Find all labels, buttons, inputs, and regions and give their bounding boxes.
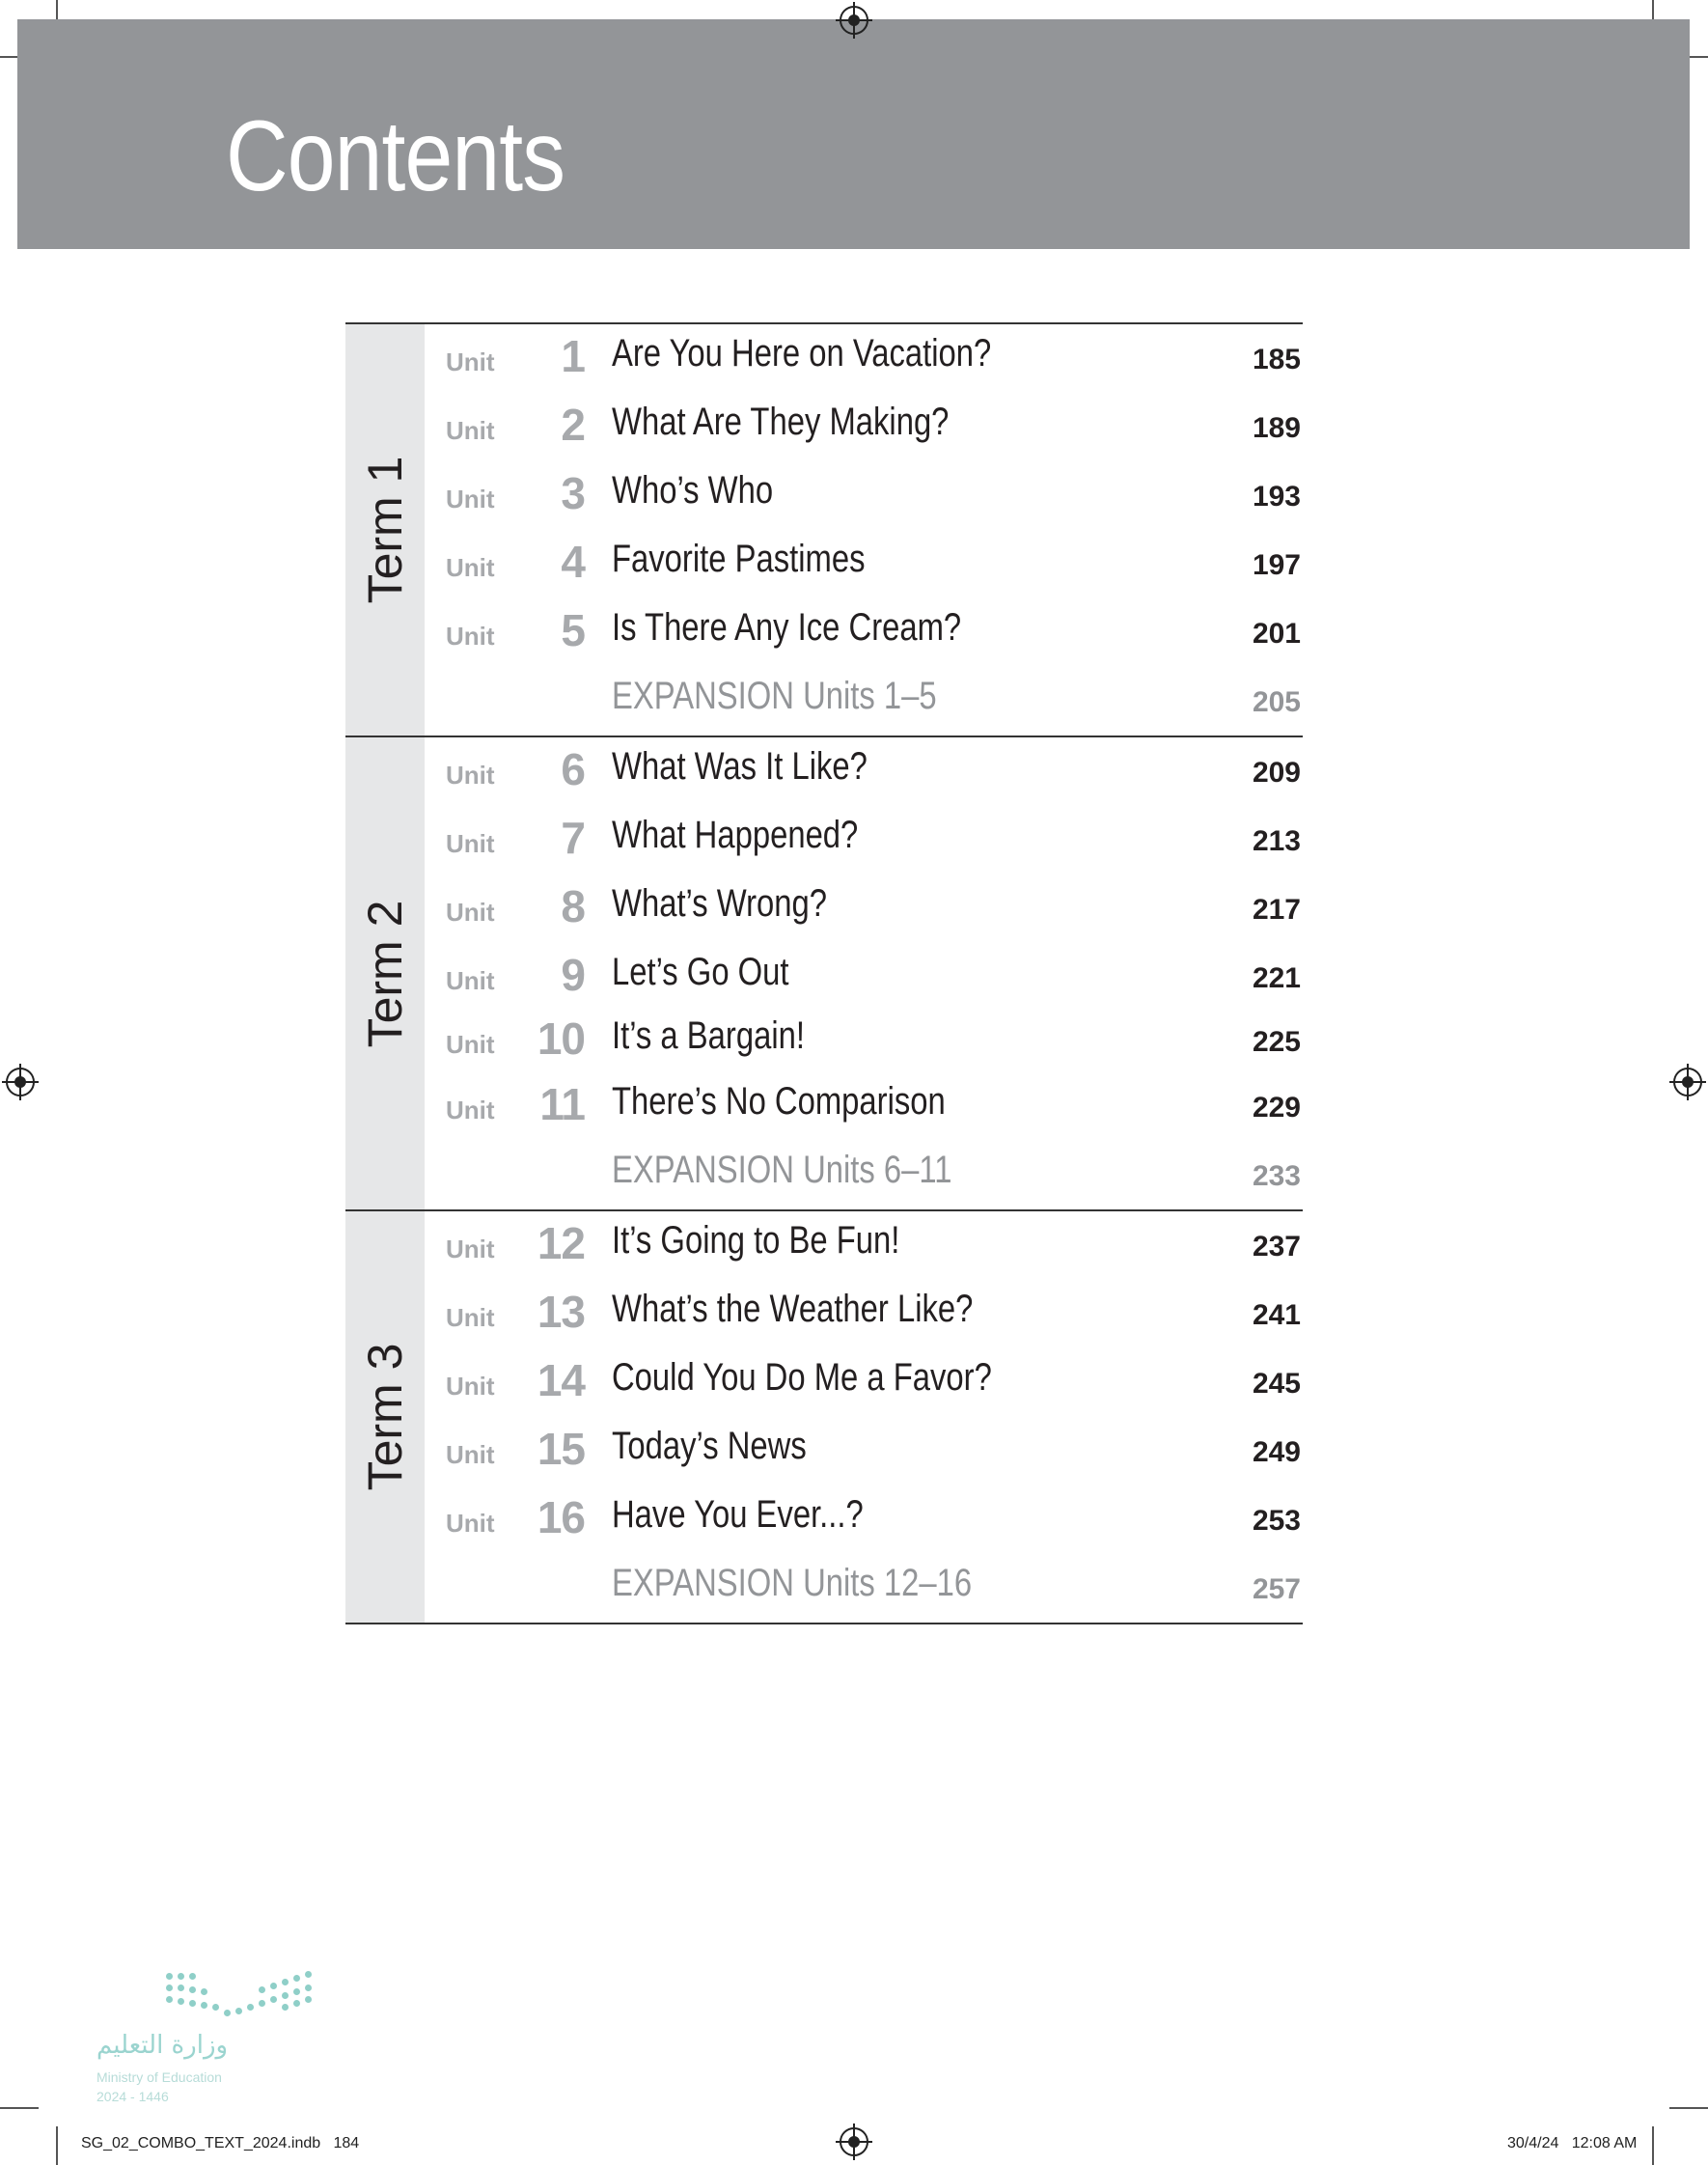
page-number: 249 xyxy=(1252,1436,1301,1468)
logo-dots-icon xyxy=(166,1969,320,2027)
page-title: Contents xyxy=(226,100,565,212)
unit-label: Unit xyxy=(446,1440,495,1469)
toc-row[interactable] xyxy=(345,598,1303,667)
term-section xyxy=(345,1209,1303,1624)
expansion-row[interactable] xyxy=(345,667,1303,736)
term-section xyxy=(345,322,1303,736)
expansion-row[interactable] xyxy=(345,1554,1303,1623)
unit-number: 5 xyxy=(561,605,585,655)
crop-mark xyxy=(56,2126,58,2165)
logo-year-text: 2024 - 1446 xyxy=(96,2089,169,2104)
unit-title: Is There Any Ice Cream? xyxy=(612,606,962,649)
page-number: 193 xyxy=(1252,481,1301,513)
unit-number: 7 xyxy=(561,813,585,863)
page-number: 229 xyxy=(1252,1092,1301,1124)
registration-mark-icon xyxy=(840,6,868,35)
unit-label: Unit xyxy=(446,898,495,927)
crop-mark xyxy=(0,2107,39,2109)
term-label: Term 3 xyxy=(358,1343,412,1491)
unit-title: Have You Ever...? xyxy=(612,1493,864,1536)
unit-label: Unit xyxy=(446,622,495,651)
unit-label: Unit xyxy=(446,347,495,376)
unit-title: What Was It Like? xyxy=(612,745,868,788)
unit-label: Unit xyxy=(446,1509,495,1538)
unit-number: 2 xyxy=(561,400,585,450)
unit-number: 12 xyxy=(537,1218,585,1268)
page-number: 245 xyxy=(1252,1368,1301,1400)
expansion-title: EXPANSION Units 1–5 xyxy=(612,675,937,717)
unit-label: Unit xyxy=(446,761,495,790)
toc-row[interactable] xyxy=(345,943,1303,1007)
unit-title: What’s the Weather Like? xyxy=(612,1288,974,1330)
page-number: 205 xyxy=(1252,686,1301,718)
page-number: 209 xyxy=(1252,757,1301,789)
toc-row[interactable] xyxy=(345,1485,1303,1554)
unit-title: Favorite Pastimes xyxy=(612,538,866,580)
expansion-title: EXPANSION Units 12–16 xyxy=(612,1562,973,1604)
unit-label: Unit xyxy=(446,1303,495,1332)
toc-row[interactable] xyxy=(345,1007,1303,1072)
toc-row[interactable] xyxy=(345,530,1303,598)
toc-row[interactable] xyxy=(345,737,1303,806)
unit-number: 13 xyxy=(537,1287,585,1337)
expansion-row[interactable] xyxy=(345,1141,1303,1209)
unit-number: 11 xyxy=(539,1079,585,1129)
page-number: 189 xyxy=(1252,412,1301,444)
unit-number: 3 xyxy=(561,468,585,518)
page-number: 213 xyxy=(1252,825,1301,857)
unit-number: 4 xyxy=(561,537,585,587)
unit-label: Unit xyxy=(446,1096,495,1124)
unit-number: 1 xyxy=(561,331,585,381)
contents-header xyxy=(17,19,1690,249)
unit-label: Unit xyxy=(446,1235,495,1263)
page-number: 233 xyxy=(1252,1160,1301,1192)
unit-number: 8 xyxy=(561,881,585,931)
toc-row[interactable] xyxy=(345,1072,1303,1141)
toc-row[interactable] xyxy=(345,1417,1303,1485)
unit-title: There’s No Comparison xyxy=(612,1080,946,1123)
unit-title: Who’s Who xyxy=(612,469,774,512)
page-number: 253 xyxy=(1252,1505,1301,1537)
logo-english-text: Ministry of Education xyxy=(96,2069,222,2085)
page-number: 185 xyxy=(1252,344,1301,375)
toc-row[interactable] xyxy=(345,1348,1303,1417)
unit-title: It’s a Bargain! xyxy=(612,1014,805,1057)
page-number: 257 xyxy=(1252,1573,1301,1605)
print-slug-timestamp: 30/4/24 12:08 AM xyxy=(1507,2135,1638,2151)
unit-label: Unit xyxy=(446,485,495,513)
page-number: 237 xyxy=(1252,1231,1301,1263)
toc-row[interactable] xyxy=(345,461,1303,530)
term-section xyxy=(345,736,1303,1209)
unit-title: Let’s Go Out xyxy=(612,951,789,993)
page-number: 221 xyxy=(1252,962,1301,994)
unit-number: 9 xyxy=(561,950,585,1000)
unit-title: Could You Do Me a Favor? xyxy=(612,1356,992,1399)
unit-number: 10 xyxy=(537,1013,585,1064)
unit-title: Are You Here on Vacation? xyxy=(612,332,992,375)
unit-title: It’s Going to Be Fun! xyxy=(612,1219,900,1262)
registration-mark-icon xyxy=(840,2127,868,2156)
unit-title: Today’s News xyxy=(612,1425,807,1467)
page-number: 201 xyxy=(1252,618,1301,650)
page-number: 241 xyxy=(1252,1299,1301,1331)
unit-title: What’s Wrong? xyxy=(612,882,828,925)
page-number: 217 xyxy=(1252,894,1301,926)
table-of-contents xyxy=(345,322,1303,1624)
toc-row[interactable] xyxy=(345,874,1303,943)
unit-label: Unit xyxy=(446,553,495,582)
unit-number: 15 xyxy=(537,1424,585,1474)
registration-mark-icon xyxy=(6,1068,35,1096)
term-label: Term 2 xyxy=(358,900,412,1047)
term-label: Term 1 xyxy=(358,456,412,604)
crop-mark xyxy=(1669,2107,1708,2109)
toc-row[interactable] xyxy=(345,393,1303,461)
toc-row[interactable] xyxy=(345,324,1303,393)
unit-number: 14 xyxy=(537,1355,585,1405)
crop-mark xyxy=(1652,2126,1654,2165)
logo-arabic-text: وزارة التعليم xyxy=(96,2031,229,2060)
expansion-title: EXPANSION Units 6–11 xyxy=(612,1149,952,1191)
toc-row[interactable] xyxy=(345,1211,1303,1280)
unit-number: 16 xyxy=(537,1492,585,1542)
unit-number: 6 xyxy=(561,744,585,794)
unit-title: What Happened? xyxy=(612,814,859,856)
toc-row[interactable] xyxy=(345,1280,1303,1348)
print-slug-file: SG_02_COMBO_TEXT_2024.indb 184 xyxy=(81,2135,360,2151)
unit-label: Unit xyxy=(446,416,495,445)
unit-label: Unit xyxy=(446,966,495,995)
registration-mark-icon xyxy=(1673,1068,1702,1096)
toc-row[interactable] xyxy=(345,806,1303,874)
unit-label: Unit xyxy=(446,1030,495,1059)
page-number: 225 xyxy=(1252,1026,1301,1058)
page-number: 197 xyxy=(1252,549,1301,581)
unit-label: Unit xyxy=(446,829,495,858)
unit-title: What Are They Making? xyxy=(612,401,950,443)
unit-label: Unit xyxy=(446,1372,495,1401)
